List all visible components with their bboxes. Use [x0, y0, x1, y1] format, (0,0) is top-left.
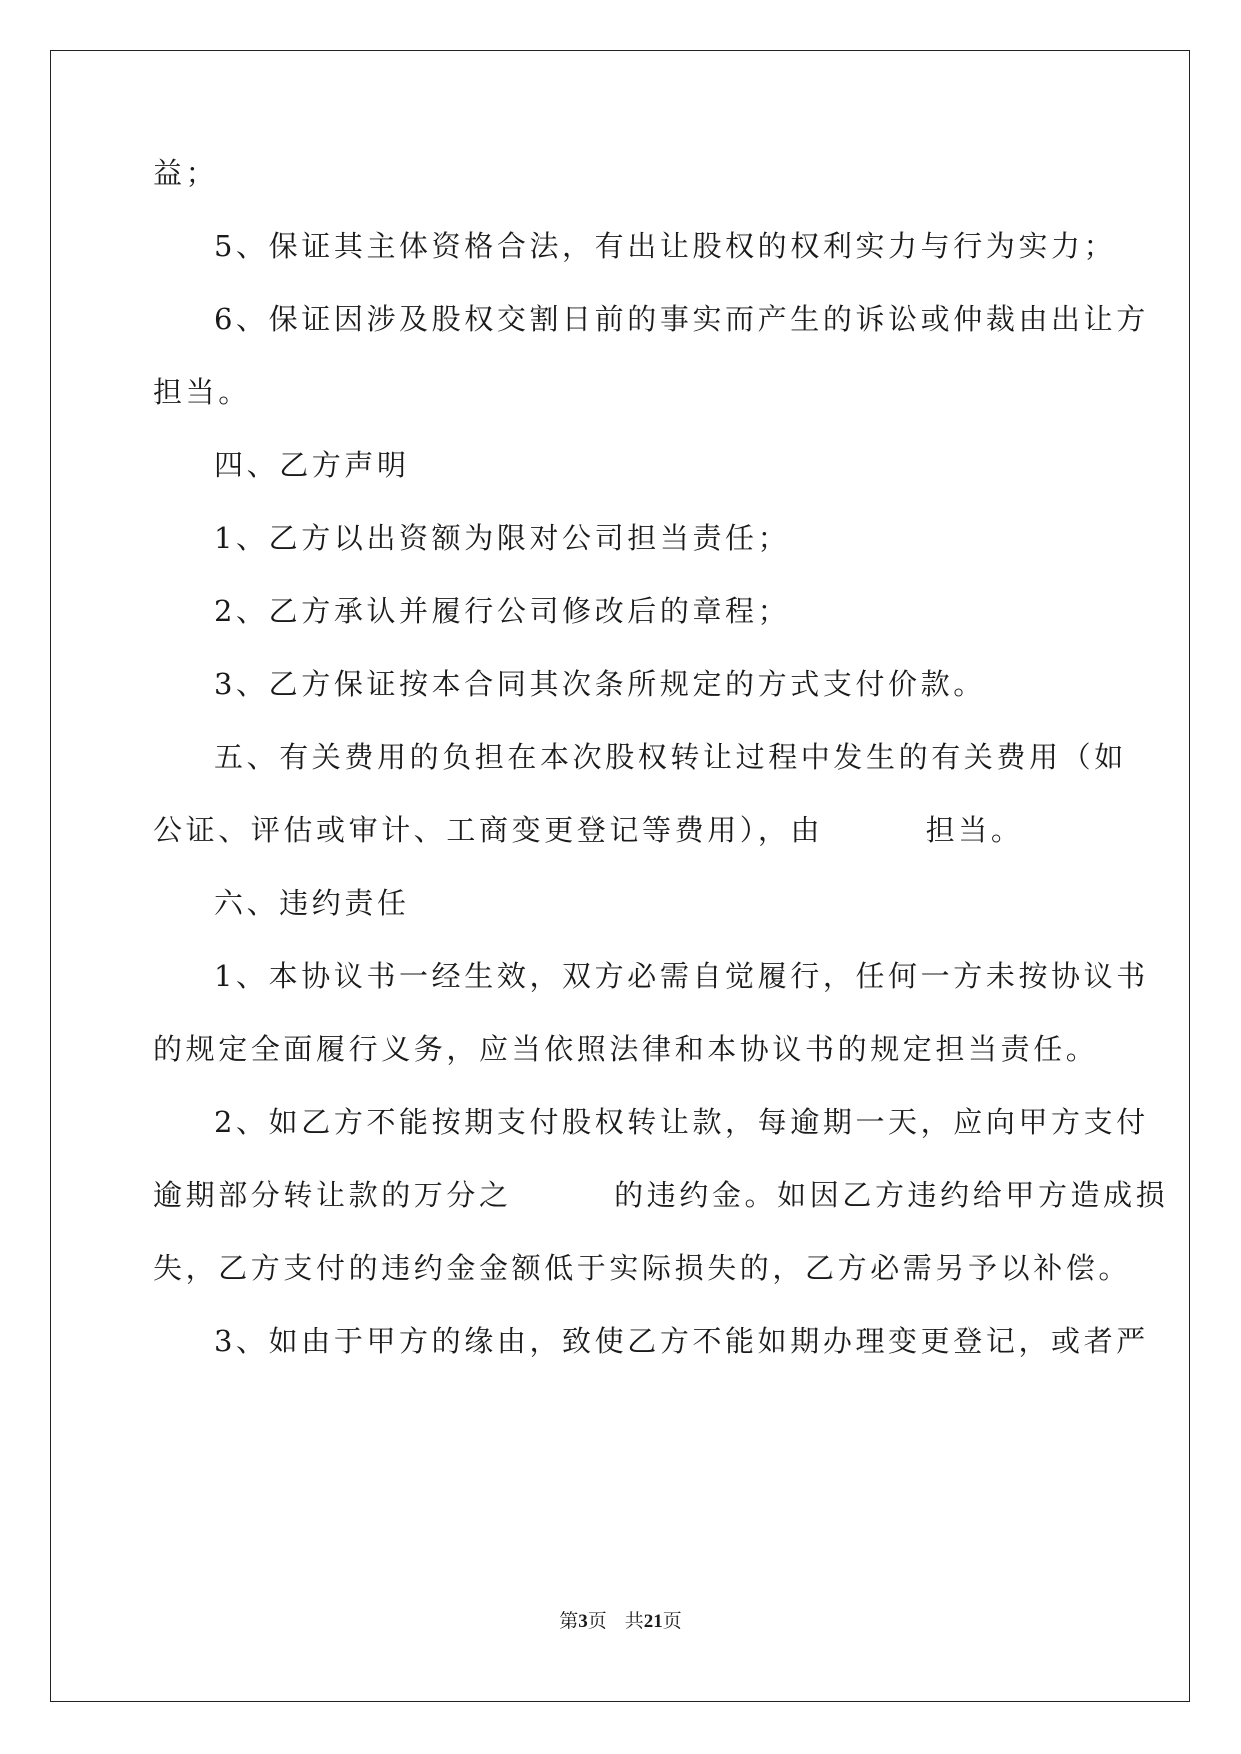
page-border: [50, 50, 1190, 1702]
paragraph-line: 1、乙方以出资额为限对公司担当责任；: [214, 521, 791, 555]
total-prefix: 共: [624, 1611, 644, 1632]
page-current: 3: [578, 1611, 588, 1632]
section-heading: 四、乙方声明: [214, 448, 410, 482]
paragraph-line: 公证、评估或审计、工商变更登记等费用），由 担当。: [153, 813, 1024, 847]
paragraph-line: 2、乙方承认并履行公司修改后的章程；: [214, 594, 791, 628]
page-prefix: 第: [559, 1611, 579, 1632]
page-total: 21: [643, 1611, 663, 1632]
page-unit: 页: [587, 1611, 607, 1632]
paragraph-line: 3、乙方保证按本合同其次条所规定的方式支付价款。: [214, 667, 986, 701]
paragraph-line: 2、如乙方不能按期支付股权转让款，每逾期一天，应向甲方支付: [214, 1105, 1149, 1139]
page-footer: [0, 1610, 1241, 1634]
paragraph-line: 五、有关费用的负担在本次股权转让过程中发生的有关费用（如: [214, 740, 1127, 774]
paragraph-line: 失，乙方支付的违约金金额低于实际损失的，乙方必需另予以补偿。: [153, 1251, 1132, 1285]
total-unit: 页: [662, 1611, 682, 1632]
section-heading: 六、违约责任: [214, 886, 410, 920]
paragraph-line: 3、如由于甲方的缘由，致使乙方不能如期办理变更登记，或者严: [214, 1324, 1149, 1358]
paragraph-line: 1、本协议书一经生效，双方必需自觉履行，任何一方未按协议书: [214, 959, 1149, 993]
paragraph-line: 5、保证其主体资格合法，有出让股权的权利实力与行为实力；: [214, 229, 1117, 263]
paragraph-line: 6、保证因涉及股权交割日前的事实而产生的诉讼或仲裁由出让方: [214, 302, 1149, 336]
paragraph-line: 的规定全面履行义务，应当依照法律和本协议书的规定担当责任。: [153, 1032, 1099, 1066]
paragraph-line: 担当。: [153, 375, 251, 409]
paragraph-line: 逾期部分转让款的万分之 的违约金。如因乙方违约给甲方造成损: [153, 1178, 1169, 1212]
paragraph-line: 益；: [153, 156, 219, 190]
